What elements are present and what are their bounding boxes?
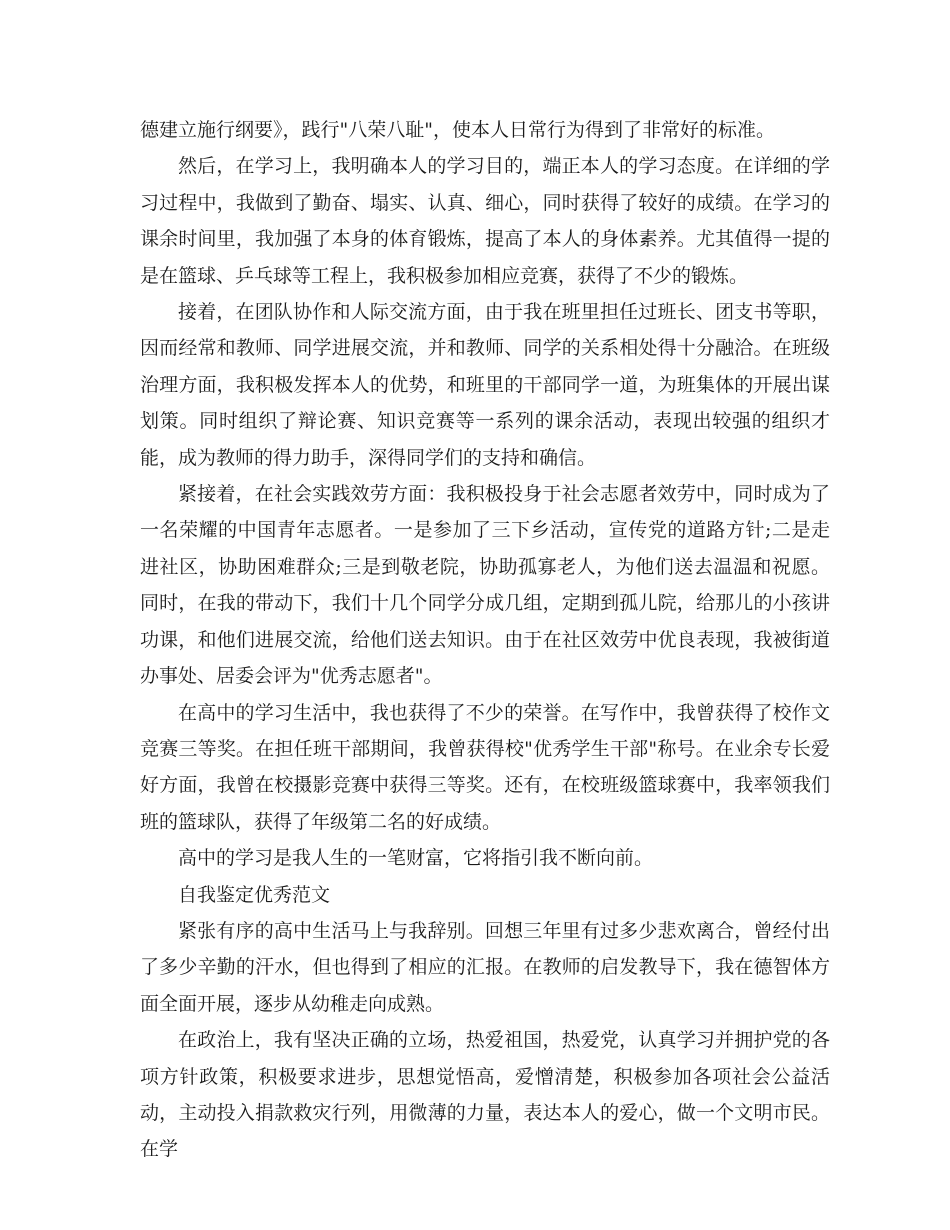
paragraph-5: 在高中的学习生活中，我也获得了不少的荣誉。在写作中，我曾获得了校作文竞赛三等奖。在担任班干部期间，我曾获得校"优秀学生干部"称号。在业余专长爱好方面，我曾在校摄影竞赛中获得三等奖。还有，在校班级篮球赛中，我率领我们班的篮球队，获得了年级第二名的好成绩。 xyxy=(140,701,830,833)
document-body xyxy=(140,112,830,1168)
paragraph-6: 高中的学习是我人生的一笔财富，它将指引我不断向前。 xyxy=(178,847,654,870)
paragraph-8: 在政治上，我有坚决正确的立场，热爱祖国，热爱党，认真学习并拥护党的各项方针政策，积极要求进步，思想觉悟高，爱憎清楚，积极参加各项社会公益活动，主动投入捐款救灾行列，用微薄的力量，表达本人的爱心，做一个文明市民。在学 xyxy=(140,1029,830,1161)
paragraph-3: 接着，在团队协作和人际交流方面，由于我在班里担任过班长、团支书等职，因而经常和教师、同学进展交流，并和教师、同学的关系相处得十分融洽。在班级治理方面，我积极发挥本人的优势，和班里的干部同学一道，为班集体的开展出谋划策。同时组织了辩论赛、知识竞赛等一系列的课余活动，表现出较强的组织才能，成为教师的得力助手，深得同学们的支持和确信。 xyxy=(140,301,830,469)
paragraph-7: 紧张有序的高中生活马上与我辞别。回想三年里有过多少悲欢离合，曾经付出了多少辛勤的汗水，但也得到了相应的汇报。在教师的启发教导下，我在德智体方面全面开展，逐步从幼稚走向成熟。 xyxy=(140,919,830,1015)
paragraph-1: 德建立施行纲要》，践行"八荣八耻"，使本人日常行为得到了非常好的标准。 xyxy=(140,119,775,141)
paragraph-4: 紧接着，在社会实践效劳方面：我积极投身于社会志愿者效劳中，同时成为了一名荣耀的中国青年志愿者。一是参加了三下乡活动，宣传党的道路方针;二是走进社区，协助困难群众;三是到敬老院，协助孤寡老人，为他们送去温温和祝愿。同时，在我的带动下，我们十几个同学分成几组，定期到孤儿院，给那儿的小孩讲功课，和他们进展交流，给他们送去知识。由于在社区效劳中优良表现，我被街道办事处、居委会评为"优秀志愿者"。 xyxy=(140,483,830,688)
section-heading: 自我鉴定优秀范文 xyxy=(178,883,331,906)
paragraph-2: 然后，在学习上，我明确本人的学习目的，端正本人的学习态度。在详细的学习过程中，我做到了勤奋、塌实、认真、细心，同时获得了较好的成绩。在学习的课余时间里，我加强了本身的体育锻炼，提高了本人的身体素养。尤其值得一提的是在篮球、乒乓球等工程上，我积极参加相应竞赛，获得了不少的锻炼。 xyxy=(140,155,830,287)
